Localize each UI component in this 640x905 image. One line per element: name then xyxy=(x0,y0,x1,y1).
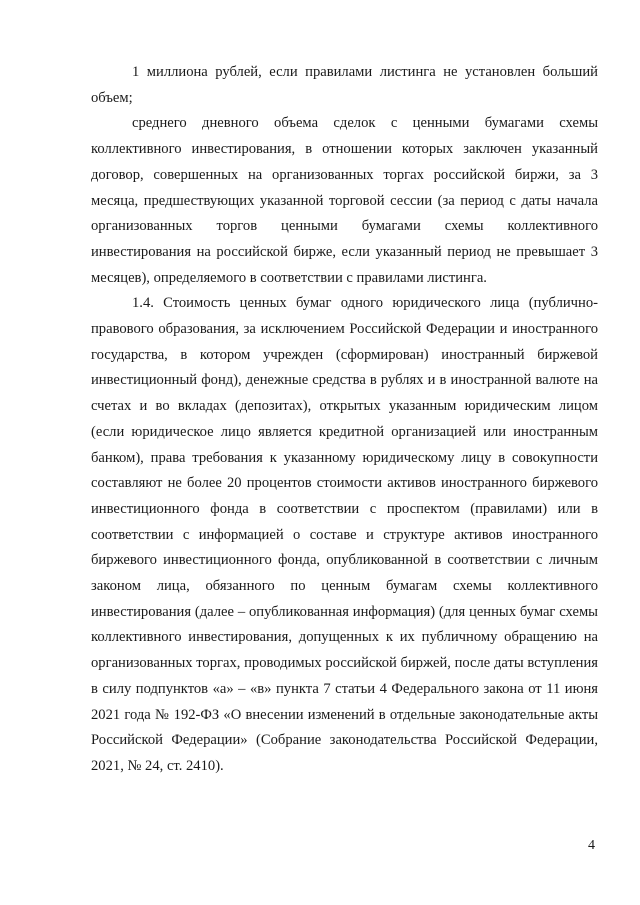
paragraph-volume-limit: 1 миллиона рублей, если правилами листинга не установлен больший объем; xyxy=(91,64,598,106)
body-text xyxy=(91,60,598,780)
page-number: 4 xyxy=(588,838,595,853)
paragraph-daily-volume: среднего дневного объема сделок с ценными бумагами схемы коллективного инвестирования, в отношении которых заключен указанный договор, совершенных на организованных торгах российской биржи, за 3 месяца, предшествующих указанной торговой сессии (за период с даты начала организованных торгов ценными бумагами схемы коллективного инвестирования на российской бирже, если указанный период не превышает 3 месяцев), определяемого в соответствии с правилами листинга. xyxy=(91,115,598,286)
paragraph-section-1-4: 1.4. Стоимость ценных бумаг одного юридического лица (публично-правового образования, за исключением Российской Федерации и иностранного государства, в котором учрежден (сформирован) иностранный биржевой инвестиционный фонд), денежные средства в рублях и в иностранной валюте на счетах и во вкладах (депозитах), открытых указанным юридическим лицом (если юридическое лицо является кредитной организацией или иностранным банком), права требования к указанному юридическому лицу в совокупности составляют не более 20 процентов стоимости активов иностранного биржевого инвестиционного фонда в соответствии с проспектом (правилами) или в соответствии с информацией о составе и структуре активов иностранного биржевого инвестиционного фонда, опубликованной в соответствии с личным законом лица, обязанного по ценным бумагам схемы коллективного инвестирования (далее – опубликованная информация) (для ценных бумаг схемы коллективного инвестирования, допущенных к их публичному обращению на организованных торгах, проводимых российской биржей, после даты вступления в силу подпунктов «а» – «в» пункта 7 статьи 4 Федерального закона от 11 июня 2021 года № 192-ФЗ «О внесении изменений в отдельные законодательные акты Российской Федерации» (Собрание законодательства Российской Федерации, 2021, № 24, ст. 2410). xyxy=(91,295,598,774)
